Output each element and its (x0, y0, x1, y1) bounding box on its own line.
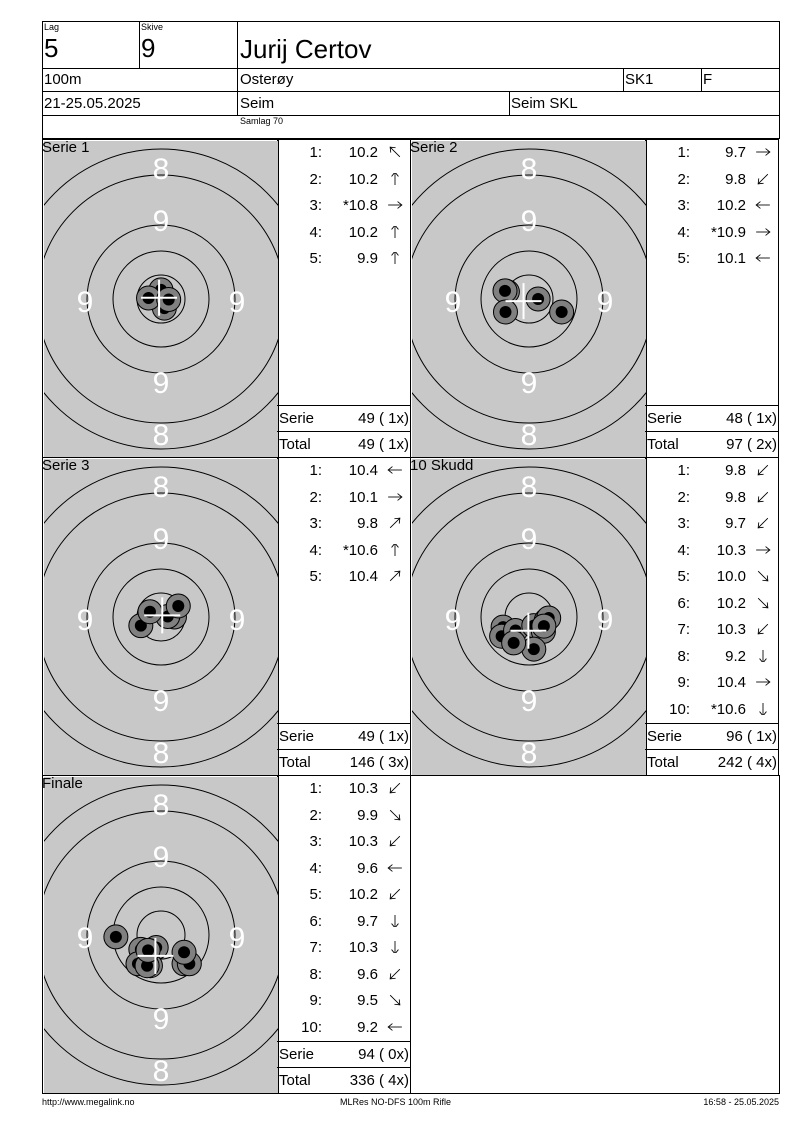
direction-arrow-icon (752, 597, 774, 609)
shot-score: 9.9 (357, 806, 378, 824)
shot-score: 9.7 (725, 515, 746, 532)
summary-label: Serie (279, 1046, 315, 1063)
shot-score: 10.2 (716, 594, 746, 612)
shot-score: 10.4 (348, 568, 378, 585)
shot-row (278, 246, 410, 272)
shot-row (278, 776, 410, 802)
shot-row (278, 1015, 410, 1041)
direction-arrow-icon (752, 650, 774, 662)
shot-score: 9.8 (357, 515, 378, 532)
shot-score: 9.7 (357, 912, 378, 930)
shot-row (278, 538, 410, 564)
shot-score: *10.9 (710, 223, 746, 241)
skive-value: 9 (141, 33, 156, 63)
shot-score: *10.8 (342, 197, 378, 214)
club: Osterøy (240, 71, 294, 88)
serie-summary (277, 1041, 411, 1067)
shot-score: 10.3 (348, 833, 378, 850)
shot-number: 2: (677, 488, 690, 506)
summary-label: Serie (647, 410, 683, 427)
shot-number: 1: (309, 144, 322, 161)
shooter-name: Jurij Certov (240, 34, 372, 64)
shot-score: *10.6 (342, 541, 378, 559)
panel-title: Serie 1 (42, 139, 90, 156)
shot-marker (532, 614, 556, 638)
shot-row (278, 485, 410, 511)
shot-number: 7: (309, 939, 322, 956)
shot-number: 2: (309, 806, 322, 824)
divider (139, 21, 140, 69)
shot-score: 10.2 (348, 170, 378, 188)
shot-number: 4: (309, 223, 322, 241)
skive-label: Skive (141, 22, 164, 32)
direction-arrow-icon (752, 173, 774, 185)
direction-arrow-icon (384, 517, 406, 529)
direction-arrow-icon (384, 835, 406, 847)
direction-arrow-icon (384, 252, 406, 264)
shot-score: 9.2 (357, 1018, 378, 1036)
ring-number: 9 (520, 522, 538, 556)
total-summary (645, 749, 779, 775)
shot-row (278, 140, 410, 166)
shot-row (646, 167, 778, 193)
shot-row (646, 564, 778, 590)
shot-row (646, 697, 778, 723)
target-image (44, 459, 278, 775)
shot-row (278, 882, 410, 908)
direction-arrow-icon (384, 862, 406, 874)
shot-row (278, 511, 410, 537)
ring-number: 8 (520, 152, 538, 186)
shot-row (646, 511, 778, 537)
direction-arrow-icon (752, 570, 774, 582)
shot-row (646, 220, 778, 246)
shot-row (646, 644, 778, 670)
shot-number: 2: (309, 170, 322, 188)
divider (509, 91, 510, 116)
shot-score: 9.8 (725, 488, 746, 506)
shot-number: 1: (677, 144, 690, 161)
target-image (44, 141, 278, 457)
direction-arrow-icon (384, 782, 406, 794)
ring-number: 9 (228, 921, 246, 955)
shot-number: 9: (677, 674, 690, 691)
shot-row (278, 829, 410, 855)
direction-arrow-icon (384, 491, 406, 503)
summary-value: 146 ( 3x) (349, 754, 409, 771)
target-image (412, 459, 646, 775)
shot-marker (104, 925, 128, 949)
direction-arrow-icon (384, 173, 406, 185)
ring-number: 8 (520, 470, 538, 504)
direction-arrow-icon (384, 915, 406, 927)
target-image (44, 777, 278, 1093)
shot-score: 10.3 (716, 621, 746, 638)
summary-label: Total (279, 754, 311, 771)
direction-arrow-icon (752, 623, 774, 635)
shot-marker (172, 940, 196, 964)
shot-score: 9.9 (357, 250, 378, 267)
ring-number: 9 (152, 840, 170, 874)
shot-marker (526, 287, 550, 311)
shot-number: 3: (677, 197, 690, 214)
shot-score: 9.8 (725, 170, 746, 188)
summary-value: 49 ( 1x) (358, 410, 409, 427)
panel-title: Serie 3 (42, 457, 90, 474)
shot-number: 1: (677, 462, 690, 479)
summary-value: 49 ( 1x) (358, 436, 409, 453)
summary-value: 97 ( 2x) (726, 436, 777, 453)
direction-arrow-icon (384, 226, 406, 238)
shot-row (278, 988, 410, 1014)
panel-title: Serie 2 (410, 139, 458, 156)
shot-row (646, 538, 778, 564)
direction-arrow-icon (384, 199, 406, 211)
divider (42, 68, 780, 69)
shot-score: 9.2 (725, 647, 746, 665)
ring-number: 8 (152, 152, 170, 186)
empty-area (410, 775, 780, 1094)
ring-number: 9 (520, 684, 538, 718)
shot-score: 10.3 (716, 541, 746, 559)
shot-row (646, 246, 778, 272)
divider (701, 68, 702, 92)
shot-number: 7: (677, 621, 690, 638)
total-summary (645, 431, 779, 457)
direction-arrow-icon (384, 1021, 406, 1033)
shot-number: 5: (309, 250, 322, 267)
summary-value: 48 ( 1x) (726, 410, 777, 427)
shot-score: 9.7 (725, 144, 746, 161)
summary-value: 242 ( 4x) (717, 754, 777, 771)
shot-score: 10.2 (348, 144, 378, 161)
direction-arrow-icon (752, 226, 774, 238)
shot-number: 1: (309, 780, 322, 797)
ring-number: 9 (76, 285, 94, 319)
summary-value: 336 ( 4x) (349, 1072, 409, 1089)
shot-number: 5: (677, 250, 690, 267)
shot-score: 10.0 (716, 568, 746, 585)
ring-number: 9 (444, 603, 462, 637)
shot-score: 9.8 (725, 462, 746, 479)
shot-row (278, 193, 410, 219)
shot-number: 10: (301, 1018, 322, 1036)
direction-arrow-icon (384, 570, 406, 582)
shot-number: 5: (677, 568, 690, 585)
shot-number: 3: (309, 197, 322, 214)
shot-score: 10.3 (348, 939, 378, 956)
shot-number: 5: (309, 886, 322, 903)
ring-number: 9 (228, 285, 246, 319)
serie-summary (277, 405, 411, 431)
ring-number: 9 (520, 204, 538, 238)
divider (237, 68, 238, 116)
target-image (412, 141, 646, 457)
ring-number: 9 (596, 603, 614, 637)
shot-number: 10: (669, 700, 690, 718)
direction-arrow-icon (384, 544, 406, 556)
ring-number: 8 (152, 736, 170, 770)
direction-arrow-icon (384, 809, 406, 821)
shot-score: 10.4 (716, 674, 746, 691)
shot-marker (166, 594, 190, 618)
shot-marker (157, 287, 181, 311)
total-summary (277, 749, 411, 775)
shot-row (278, 564, 410, 590)
ring-number: 9 (76, 921, 94, 955)
ring-number: 8 (152, 470, 170, 504)
shot-score: 10.1 (716, 250, 746, 267)
shot-marker (550, 300, 574, 324)
shot-number: 9: (309, 992, 322, 1009)
shot-score: 9.6 (357, 859, 378, 877)
shot-number: 4: (677, 541, 690, 559)
ring-number: 8 (520, 736, 538, 770)
ring-number: 9 (444, 285, 462, 319)
shot-number: 3: (309, 833, 322, 850)
ring-number: 9 (152, 522, 170, 556)
direction-arrow-icon (384, 146, 406, 158)
shot-row (646, 670, 778, 696)
ring-number: 9 (228, 603, 246, 637)
direction-arrow-icon (384, 464, 406, 476)
shot-score: 10.4 (348, 462, 378, 479)
footer-program: MLRes NO-DFS 100m Rifle (340, 1097, 452, 1107)
divider (623, 68, 624, 92)
divider (237, 21, 238, 69)
shot-score: 10.3 (348, 780, 378, 797)
ring-number: 9 (520, 366, 538, 400)
ring-number: 9 (76, 603, 94, 637)
summary-label: Total (647, 436, 679, 453)
shot-marker (493, 300, 517, 324)
shot-row (278, 935, 410, 961)
summary-label: Serie (647, 728, 683, 745)
date: 21-25.05.2025 (44, 95, 141, 112)
ring-number: 9 (596, 285, 614, 319)
distance: 100m (44, 71, 82, 88)
divider (42, 91, 780, 92)
panel-title: 10 Skudd (410, 457, 474, 474)
shot-score: 10.2 (716, 197, 746, 214)
shot-number: 4: (677, 223, 690, 241)
direction-arrow-icon (752, 146, 774, 158)
shot-score: 9.6 (357, 965, 378, 983)
shot-number: 6: (677, 594, 690, 612)
class-extra: F (703, 71, 713, 88)
shot-number: 8: (309, 965, 322, 983)
shot-row (278, 220, 410, 246)
ring-number: 9 (152, 204, 170, 238)
summary-value: 49 ( 1x) (358, 728, 409, 745)
summary-value: 96 ( 1x) (726, 728, 777, 745)
direction-arrow-icon (752, 252, 774, 264)
shot-number: 3: (309, 515, 322, 532)
shot-number: 4: (309, 541, 322, 559)
direction-arrow-icon (752, 517, 774, 529)
direction-arrow-icon (752, 676, 774, 688)
shot-score: 10.2 (348, 223, 378, 241)
shot-row (278, 909, 410, 935)
shot-row (278, 962, 410, 988)
ring-number: 9 (152, 684, 170, 718)
direction-arrow-icon (752, 703, 774, 715)
summary-label: Total (279, 436, 311, 453)
shot-number: 8: (677, 647, 690, 665)
shot-marker (502, 631, 526, 655)
ring-number: 9 (152, 366, 170, 400)
ring-number: 8 (152, 418, 170, 452)
summary-label: Serie (279, 410, 315, 427)
shot-row (646, 193, 778, 219)
total-summary (277, 1067, 411, 1093)
shot-row (646, 485, 778, 511)
organizer: Seim SKL (511, 95, 578, 112)
shot-row (646, 617, 778, 643)
shot-marker (138, 600, 162, 624)
ring-number: 8 (520, 418, 538, 452)
shot-number: 2: (309, 488, 322, 506)
footer-url: http://www.megalink.no (42, 1097, 135, 1107)
summary-label: Serie (279, 728, 315, 745)
direction-arrow-icon (752, 199, 774, 211)
footer-timestamp: 16:58 - 25.05.2025 (703, 1097, 779, 1107)
lag-value: 5 (44, 33, 59, 63)
shot-marker (493, 279, 517, 303)
shot-number: 2: (677, 170, 690, 188)
class: SK1 (625, 71, 654, 88)
summary-label: Total (647, 754, 679, 771)
shot-row (646, 140, 778, 166)
panel-title: Finale (42, 775, 83, 792)
shot-row (278, 458, 410, 484)
direction-arrow-icon (384, 941, 406, 953)
event-name: Samlag 70 (240, 116, 284, 126)
shot-row (278, 167, 410, 193)
serie-summary (277, 723, 411, 749)
direction-arrow-icon (384, 968, 406, 980)
shot-row (278, 856, 410, 882)
ring-number: 8 (152, 1054, 170, 1088)
shot-score: 10.2 (348, 886, 378, 903)
shot-number: 5: (309, 568, 322, 585)
divider (42, 115, 780, 116)
shot-number: 4: (309, 859, 322, 877)
shot-marker (136, 938, 160, 962)
shot-row (278, 803, 410, 829)
shot-score: *10.6 (710, 700, 746, 718)
total-summary (277, 431, 411, 457)
shot-row (646, 591, 778, 617)
shot-number: 1: (309, 462, 322, 479)
direction-arrow-icon (384, 994, 406, 1006)
serie-summary (645, 405, 779, 431)
direction-arrow-icon (752, 491, 774, 503)
summary-label: Total (279, 1072, 311, 1089)
serie-summary (645, 723, 779, 749)
shot-row (646, 458, 778, 484)
ring-number: 9 (152, 1002, 170, 1036)
location: Seim (240, 95, 275, 112)
shot-score: 9.5 (357, 992, 378, 1009)
lag-label: Lag (44, 22, 60, 32)
direction-arrow-icon (384, 888, 406, 900)
shot-number: 3: (677, 515, 690, 532)
direction-arrow-icon (752, 544, 774, 556)
direction-arrow-icon (752, 464, 774, 476)
shot-number: 6: (309, 912, 322, 930)
ring-number: 8 (152, 788, 170, 822)
shot-score: 10.1 (348, 488, 378, 506)
summary-value: 94 ( 0x) (358, 1046, 409, 1063)
